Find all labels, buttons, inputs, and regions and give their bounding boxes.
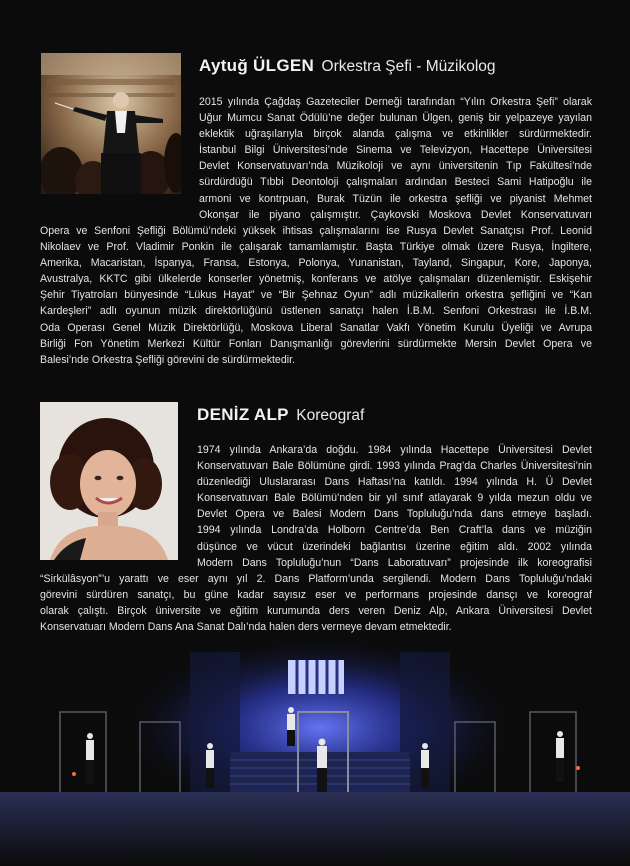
bio-line: Okonşar ile piyano çalışmıştır. Çaykovski Moskova Devlet Konservatuvarı [199,208,592,221]
bio-line: armoni ve kontrpuan, Burak Tüzün ile orkestra şefliği ve piyanist Mehmet [199,192,592,205]
section1-bio-bottom [40,223,592,368]
bio-line: Kardeşleri” adlı oyunun müzik direktörlüğünü üstlenen sanatçı halen İ.B.M. Senfoni Orkestrası ile İ.B.M. [40,305,592,318]
bio-line: Balesi’nde Orkestra Şefliği görevini de sürdürmektedir. [40,353,295,366]
bio-line: Konservatuarı Modern Dans Ana Sanat Dalı’nda halen ders vermeye devam etmektedir. [40,621,452,634]
section1-bio-top [199,94,592,223]
bio-line: Avustralya, KKTC gibi ülkelerde konserler yönetmiş, konferans ve atölye çalışmaları düzenlemiştir. Eskişehir [40,273,592,286]
conductor-photo [41,53,181,194]
bio-line: Devlet Opera ve Balesi Modern Dans Topluluğu’nda dans etmeye başladı. [197,508,592,521]
bio-line: Opera ve Senfoni Şefliği Bölümü’ndeki yüksek ihtisas çalışmalarını ise Rusya Devlet Sanatçısı Prof. Leonid [40,225,592,237]
bio-line: eklektik uğraşılarıyla birçok alanda çalışma ve etkinlikler sürdürmektedir. [199,128,592,141]
bio-line: 1974 yılında Ankara’da doğdu. 1984 yılında Hacettepe Üniversitesi Devlet [197,444,592,456]
bio-line: Modern Dans Topluluğu’nun “Dans Laboratuvarı” projesinde ilk koreografisi [197,556,592,569]
bio-line: “Sirkülâsyon”’u yarattı ve eser aynı yıl 2. Dans Platform’unda sergilendi. Modern Dans Topluluğu’ndaki [40,573,592,585]
bio-line: Devlet Konservatuvarı’nda Müzikoloji ve aynı üniversitenin Tıp Fakültesi’nde [199,160,592,173]
bio-line: Oda Operası Genel Müzik Direktörlüğü, Moskova Liberal Sanatlar Vakfı Yönetim Kurulu Üyeliği ve Avrupa [40,321,592,334]
bio-line: 1994 yılında Londra’da Holborn Centre’da Ben Craft’la dans ve müziğin [197,524,592,537]
choreographer-portrait [40,402,178,560]
bio-line: Amerika, Macaristan, İspanya, Fransa, Estonya, Polonya, Yunanistan, Tayland, Singapur, Kore, Japonya, [40,257,592,270]
bio-line: Uğur Mumcu Sanat Ödülü’ne değer bulunan Ülgen, geniş bir yelpazeye yayılan [199,112,592,125]
section2-heading [197,405,364,425]
bio-line: sürdürdüğü Tıbbi Deontoloji çalışmaları ardından Besteci Sami Hatipoğlu ile [199,176,592,189]
section2-name: DENİZ ALP [197,405,289,424]
stage-scene-photo [0,642,630,866]
section2-bio-top [197,442,592,571]
bio-line: Konservatuvarı Bale Bölümüne girdi. 1993 yılında Prag’da Charles Üniversitesi’nin [197,460,592,473]
bio-line: İstanbul Bilgi Üniversitesi’nde Sinema ve Televizyon, Hacettepe Üniversitesi [199,144,592,157]
section1-name: Aytuğ ÜLGEN [199,56,315,75]
bio-line: Nikolaev ve Prof. Vladimir Ponkin ile çalışarak tamamlamıştır. Başta Türkiye olmak üzere Rusya, İngiltere, [40,241,592,254]
section1-heading [199,56,496,76]
bio-line: görevini sürdüren sanatçı, bu güne kadar sayısız eser ve performans projesinde dansçı ve koreograf [40,589,592,602]
bio-line: düşünce ve vücut üzerindeki bağlantısı üzerine eğitim aldı. 2002 yılında [197,540,592,553]
bio-line: Şehir Tiyatroları bünyesinde “Lükus Hayat” ve “Bir Şehnaz Oyun” adlı müzikallerin orkestra şefliğini ve “Kan [40,289,592,302]
bio-line: Birliği Fon Yönetim Merkezi Kültür Fonları Danışmanlığı görevlerini sürdürmekte Mersin Devlet Opera ve [40,337,592,350]
section1-role: Orkestra Şefi - Müzikolog [321,58,496,75]
bio-line: 2015 yılında Çağdaş Gazeteciler Derneği tarafından “Yılın Orkestra Şefi” olarak [199,96,592,108]
bio-line: Konservatuvarı Bale Bölümü’nden bir yıl sınıf atlayarak 9 yılda mezun oldu ve [197,492,592,505]
section2-role: Koreograf [296,407,365,424]
bio-line: düzenlediği Uluslararası Dans Haftası’na katıldı. 1994 yılında H. Ü Devlet [197,476,592,489]
bio-line: olarak çalıştı. Birçok üniversite ve eğitim kurumunda ders veren Deniz Alp, Ankara Üniversitesi Devlet [40,605,592,618]
section2-bio-bottom [40,571,592,635]
